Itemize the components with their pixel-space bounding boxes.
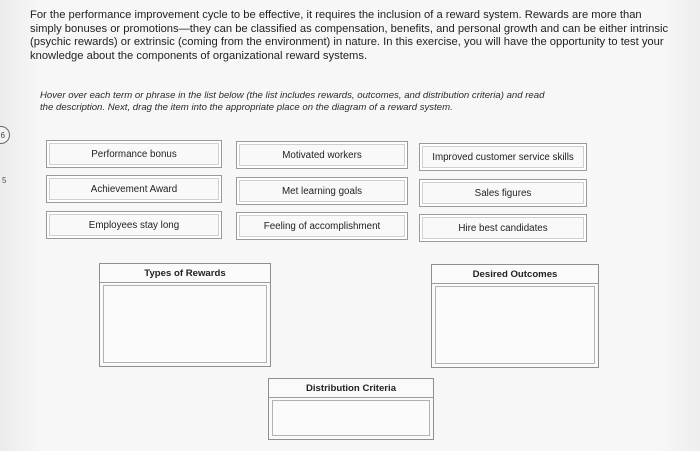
drag-item-employees-stay-long[interactable]: Employees stay long	[46, 211, 222, 239]
intro-paragraph: For the performance improvement cycle to be effective, it requires the inclusion of a reward system. Rewards are more than simply bonuses or promotions—they can be classified as compensation, benefits, and personal growth and can be either intrinsic (psychic rewards) or extrinsic (coming from the environment) in nature. In this exercise, you will have the opportunity to test your knowledge about the components of organizational reward systems.	[30, 9, 669, 62]
drop-area[interactable]	[272, 400, 430, 436]
step-number: 6	[0, 131, 5, 140]
drag-item-met-learning-goals[interactable]: Met learning goals	[236, 177, 408, 205]
step-number-badge	[0, 126, 10, 144]
drag-item-performance-bonus[interactable]: Performance bonus	[46, 140, 222, 168]
drop-zone-title: Desired Outcomes	[432, 265, 598, 284]
drop-zone-types-of-rewards[interactable]	[99, 263, 271, 367]
drag-item-achievement-award[interactable]: Achievement Award	[46, 175, 222, 203]
drag-item-feeling-of-accomplishment[interactable]: Feeling of accomplishment	[236, 212, 408, 240]
drag-item-motivated-workers[interactable]: Motivated workers	[236, 141, 408, 169]
instructions-paragraph: Hover over each term or phrase in the list below (the list includes rewards, outcomes, and distribution criteria) and read the description. Next, drag the item into the appropriate place on the diagram of a reward system.	[40, 90, 545, 114]
edge-mark: 5	[2, 176, 7, 185]
drop-zone-desired-outcomes[interactable]	[431, 264, 599, 368]
drop-zone-distribution-criteria[interactable]	[268, 378, 434, 440]
drop-zone-title: Types of Rewards	[100, 264, 270, 283]
drag-item-improved-customer-service-skills[interactable]: Improved customer service skills	[419, 143, 587, 171]
drop-area[interactable]	[103, 285, 267, 363]
drop-zone-title: Distribution Criteria	[269, 379, 433, 398]
drag-item-sales-figures[interactable]: Sales figures	[419, 179, 587, 207]
drag-item-hire-best-candidates[interactable]: Hire best candidates	[419, 214, 587, 242]
drop-area[interactable]	[435, 286, 595, 364]
